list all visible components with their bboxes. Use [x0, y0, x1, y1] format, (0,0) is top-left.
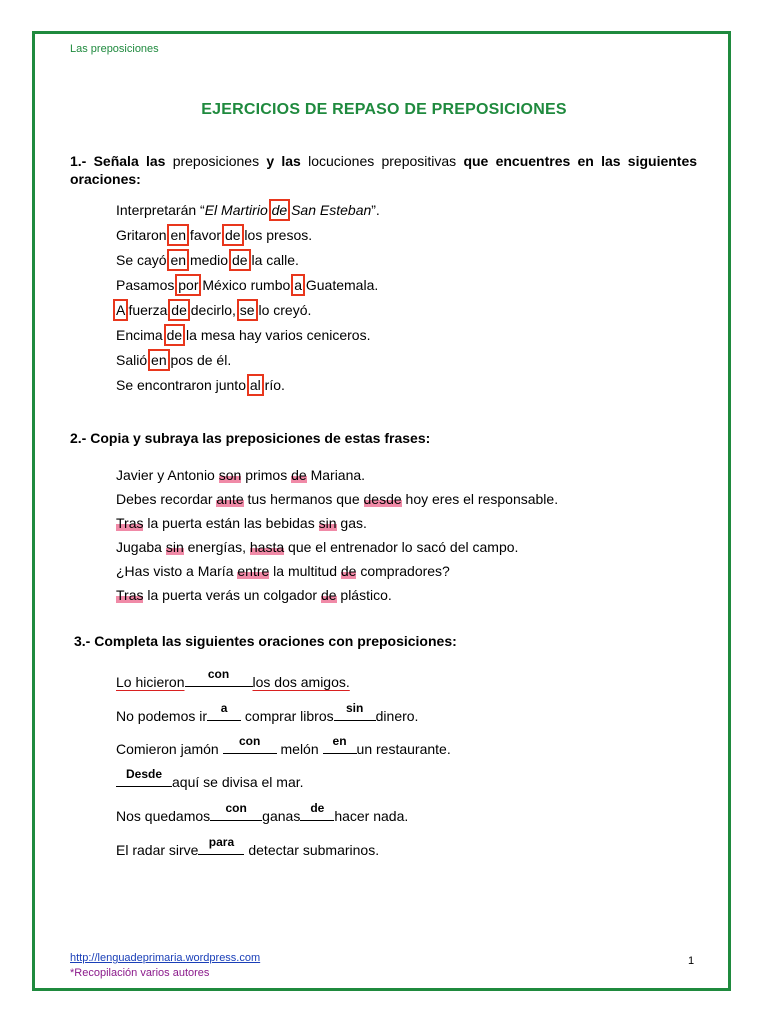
marked-preposition: de — [171, 302, 187, 318]
highlighted-preposition: sin — [318, 515, 337, 531]
answer-blank[interactable]: en — [323, 739, 357, 754]
marked-preposition: en — [151, 352, 167, 368]
highlighted-preposition: ante — [216, 491, 244, 507]
answer-blank[interactable]: sin — [334, 706, 376, 721]
sentence-3-2: Comieron jamón con melón en un restaurante. — [116, 734, 451, 757]
sentence-1-0: Interpretarán “El Martirio de San Esteban”. — [116, 202, 380, 218]
sentence-1-2: Se cayó en medio de la calle. — [116, 252, 299, 268]
sentence-1-4: A fuerza de decirlo, se lo creyó. — [116, 302, 312, 318]
highlighted-preposition: sin — [165, 539, 184, 555]
highlighted-preposition: de — [340, 563, 357, 579]
sentence-2-2: Tras la puerta están las bebidas sin gas. — [116, 515, 367, 531]
page-number: 1 — [688, 955, 695, 967]
question-1: 1.- Señala las preposiciones y las locuciones prepositivas que encuentres en las siguientes oraciones: — [70, 153, 698, 187]
answer-blank[interactable]: con — [210, 806, 262, 821]
answer-blank[interactable]: con — [185, 672, 253, 687]
sentence-2-1: Debes recordar ante tus hermanos que desde hoy eres el responsable. — [116, 491, 559, 507]
marked-preposition: de — [231, 252, 248, 268]
highlighted-preposition: Tras — [116, 587, 144, 603]
sentence-3-0: Lo hicieron con los dos amigos. — [116, 667, 350, 690]
sentence-1-5: Encima de la mesa hay varios ceniceros. — [116, 327, 371, 343]
marked-preposition: de — [271, 202, 288, 218]
answer-blank[interactable]: Desde — [116, 772, 172, 787]
answer-blank[interactable]: a — [207, 706, 241, 721]
marked-preposition: de — [224, 227, 241, 243]
sentence-3-1: No podemos ir a comprar libros sin dinero. — [116, 701, 419, 724]
highlighted-preposition: de — [320, 587, 337, 603]
marked-preposition: al — [249, 377, 261, 393]
sentence-2-3: Jugaba sin energías, hasta que el entrenador lo sacó del campo. — [116, 539, 519, 555]
marked-preposition: por — [178, 277, 199, 293]
sentence-2-5: Tras la puerta verás un colgador de plástico. — [116, 587, 392, 603]
sentence-2-0: Javier y Antonio son primos de Mariana. — [116, 467, 366, 483]
sentence-2-4: ¿Has visto a María entre la multitud de compradores? — [116, 563, 450, 579]
sentence-3-3: Desde aquí se divisa el mar. — [116, 772, 304, 791]
highlighted-preposition: entre — [237, 563, 270, 579]
answer-blank[interactable]: con — [223, 739, 277, 754]
question-2: 2.- Copia y subraya las preposiciones de estas frases: — [70, 430, 431, 446]
sentence-1-6: Salió en pos de él. — [116, 352, 232, 368]
sentence-3-4: Nos quedamos con ganas de hacer nada. — [116, 801, 409, 824]
highlighted-preposition: son — [218, 467, 242, 483]
answer-blank[interactable]: para — [198, 840, 244, 855]
marked-preposition: se — [239, 302, 255, 318]
highlighted-preposition: de — [291, 467, 307, 483]
sentence-3-5: El radar sirve para detectar submarinos. — [116, 835, 380, 858]
page-header: Las preposiciones — [70, 43, 159, 55]
footer-credit: *Recopilación varios autores — [70, 967, 210, 979]
highlighted-preposition: desde — [363, 491, 402, 507]
marked-preposition: A — [116, 302, 125, 318]
highlighted-preposition: Tras — [116, 515, 144, 531]
question-3: 3.- Completa las siguientes oraciones con preposiciones: — [74, 633, 457, 649]
marked-preposition: a — [294, 277, 302, 293]
highlighted-preposition: hasta — [249, 539, 285, 555]
footer-link[interactable]: http://lenguadeprimaria.wordpress.com — [70, 952, 261, 964]
marked-preposition: en — [170, 227, 187, 243]
marked-preposition: en — [170, 252, 187, 268]
sentence-1-1: Gritaron en favor de los presos. — [116, 227, 313, 243]
page-title: EJERCICIOS DE REPASO DE PREPOSICIONES — [201, 101, 567, 118]
sentence-1-3: Pasamos por México rumbo a Guatemala. — [116, 277, 379, 293]
answer-blank[interactable]: de — [300, 806, 334, 821]
sentence-1-7: Se encontraron junto al río. — [116, 377, 285, 393]
marked-preposition: de — [166, 327, 183, 343]
